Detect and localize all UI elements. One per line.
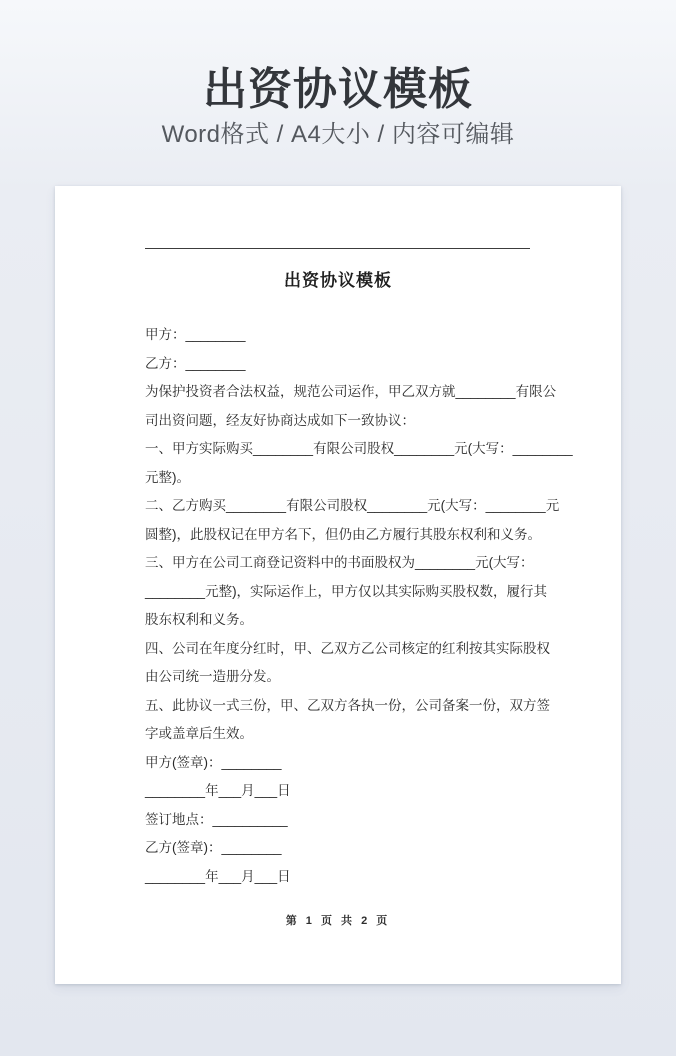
doc-line-sign-a: 甲方(签章)：________: [145, 754, 282, 770]
doc-line-clause4-1: 四、公司在年度分红时，甲、乙双方乙公司核定的红利按其实际股权: [145, 640, 550, 656]
doc-line-clause5-1: 五、此协议一式三份，甲、乙双方各执一份，公司备案一份，双方签: [145, 697, 550, 713]
doc-line-preamble-2: 司出资问题，经友好协商达成如下一致协议：: [145, 412, 415, 428]
doc-line-party-b: 乙方：________: [145, 355, 246, 371]
doc-line-preamble-1: 为保护投资者合法权益，规范公司运作，甲乙双方就________有限公: [145, 384, 557, 399]
doc-line-clause2-2: 圆整)，此股权记在甲方名下，但仍由乙方履行其股东权利和义务。: [145, 526, 541, 542]
doc-line-clause2-1: 二、乙方购买________有限公司股权________元(大写：________元: [145, 498, 560, 513]
doc-line-clause3-2: ________元整)，实际运作上，甲方仅以其实际购买股权数，履行其: [145, 583, 548, 599]
doc-line-clause4-2: 由公司统一造册分发。: [145, 669, 280, 684]
doc-line-clause5-2: 字或盖章后生效。: [145, 726, 253, 741]
doc-line-clause1-2: 元整)。: [145, 469, 190, 485]
header-rule-divider: [145, 248, 530, 249]
doc-line-party-a: 甲方：________: [145, 327, 246, 342]
document-body: [145, 321, 573, 891]
document-heading: 出资协议模板: [284, 271, 392, 290]
document-page: [55, 186, 621, 984]
doc-line-clause1-1: 一、甲方实际购买________有限公司股权________元(大写：________: [145, 441, 573, 456]
page-subtitle: Word格式 / A4大小 / 内容可编辑: [161, 121, 515, 148]
doc-line-clause3-1: 三、甲方在公司工商登记资料中的书面股权为________元(大写：: [145, 555, 534, 570]
doc-line-date-b: ________年___月___日: [145, 868, 291, 884]
doc-line-sign-b: 乙方(签章)：________: [145, 840, 282, 855]
doc-line-clause3-3: 股东权利和义务。: [145, 612, 253, 627]
doc-line-date-a: ________年___月___日: [145, 783, 291, 798]
page-title: 出资协议模板: [203, 65, 473, 114]
doc-line-sign-place: 签订地点：__________: [145, 811, 288, 827]
page-number: 第 1 页 共 2 页: [285, 915, 391, 927]
